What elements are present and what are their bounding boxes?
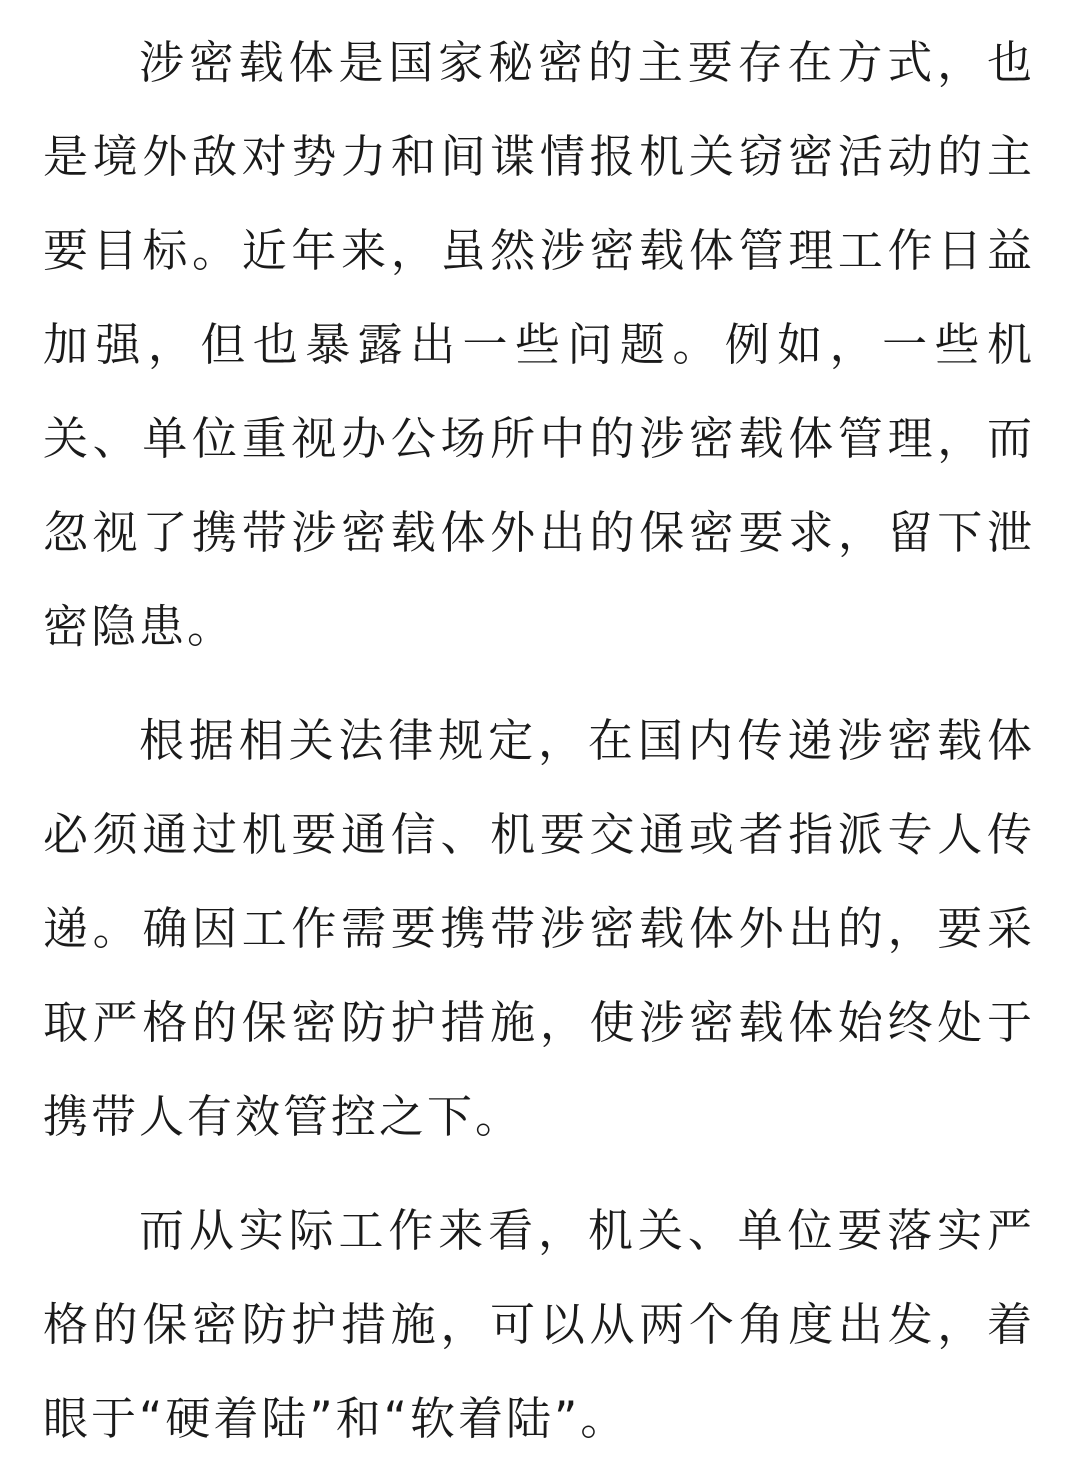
paragraph-2: 根据相关法律规定，在国内传递涉密载体必须通过机要通信、机要交通或者指派专人传递。确因工作需要携带涉密载体外出的，要采取严格的保密防护措施，使涉密载体始终处于携带人有效管控之下。	[43, 714, 1035, 1143]
article-body	[43, 16, 1035, 1466]
paragraph-3: 而从实际工作来看，机关、单位要落实严格的保密防护措施，可以从两个角度出发，着眼于“硬着陆”和“软着陆”。	[43, 1204, 1035, 1445]
paragraph-1: 涉密载体是国家秘密的主要存在方式，也是境外敌对势力和间谍情报机关窃密活动的主要目标。近年来，虽然涉密载体管理工作日益加强，但也暴露出一些问题。例如，一些机关、单位重视办公场所中的涉密载体管理，而忽视了携带涉密载体外出的保密要求，留下泄密隐患。	[43, 36, 1035, 653]
